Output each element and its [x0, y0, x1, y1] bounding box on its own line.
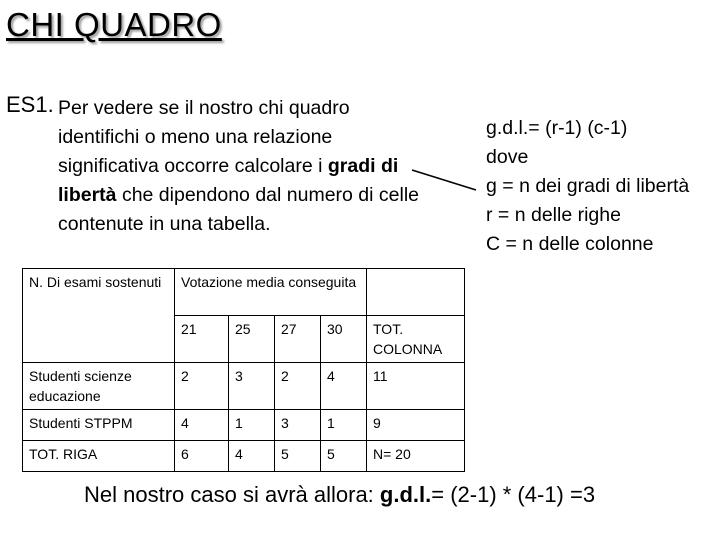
row-label: TOT. RIGA: [23, 441, 175, 472]
table-cell: 5: [321, 441, 367, 472]
exercise-label: ES1.: [6, 92, 54, 117]
table-cell: 4: [175, 410, 229, 441]
total-column-label: TOT. COLONNA: [367, 316, 465, 363]
formula-line: g.d.l.= (r-1) (c-1): [486, 117, 628, 139]
table-cell: 6: [175, 441, 229, 472]
table-cell: 1: [229, 410, 275, 441]
contingency-table: [22, 268, 465, 472]
row-total-cell: 11: [367, 363, 465, 410]
column-label: 27: [275, 316, 321, 363]
row-label: Studenti STPPM: [23, 410, 175, 441]
exercise-text-part1: Per vedere se il nostro chi quadro identifichi o meno una relazione significativa occorre calcolare i: [58, 97, 350, 177]
page-title: CHI QUADRO: [6, 6, 222, 43]
table-cell: 1: [321, 410, 367, 441]
table-cell: 2: [275, 363, 321, 410]
conclusion-prefix: Nel nostro caso si avrà allora:: [84, 482, 380, 507]
formula-block: [486, 114, 720, 259]
column-label: 21: [175, 316, 229, 363]
table-cell: 3: [229, 363, 275, 410]
table-cell-empty: [367, 269, 465, 316]
exercise-text-part2: che dipendono dal numero di celle contenute in una tabella.: [58, 184, 419, 235]
table-row: [23, 410, 465, 441]
connector-line-path: [412, 170, 476, 190]
table-row: [23, 441, 465, 472]
row-label: Studenti scienze educazione: [23, 363, 175, 410]
formula-line: g = n dei gradi di libertà: [486, 175, 690, 197]
formula-line: dove: [486, 146, 529, 168]
conclusion-suffix: = (2-1) * (4-1) =3: [431, 482, 596, 507]
table-cell: 2: [175, 363, 229, 410]
row-total-cell: 9: [367, 410, 465, 441]
conclusion-bold: g.d.l.: [379, 482, 432, 507]
formula-line: C = n delle colonne: [486, 233, 654, 255]
grand-total-cell: N= 20: [367, 441, 465, 472]
table-cell: 4: [321, 363, 367, 410]
formula-line: r = n delle righe: [486, 204, 621, 226]
column-header-title: Votazione media conseguita: [175, 269, 367, 316]
table-cell: 4: [229, 441, 275, 472]
table-cell: 3: [275, 410, 321, 441]
table-cell: 5: [275, 441, 321, 472]
row-header-title: N. Di esami sostenuti: [23, 269, 175, 363]
table-row: [23, 363, 465, 410]
exercise-text-bold: gradi di libertà: [58, 155, 399, 206]
conclusion-text: [84, 482, 595, 508]
column-label: 30: [321, 316, 367, 363]
column-label: 25: [229, 316, 275, 363]
table-header-row: [23, 269, 465, 316]
